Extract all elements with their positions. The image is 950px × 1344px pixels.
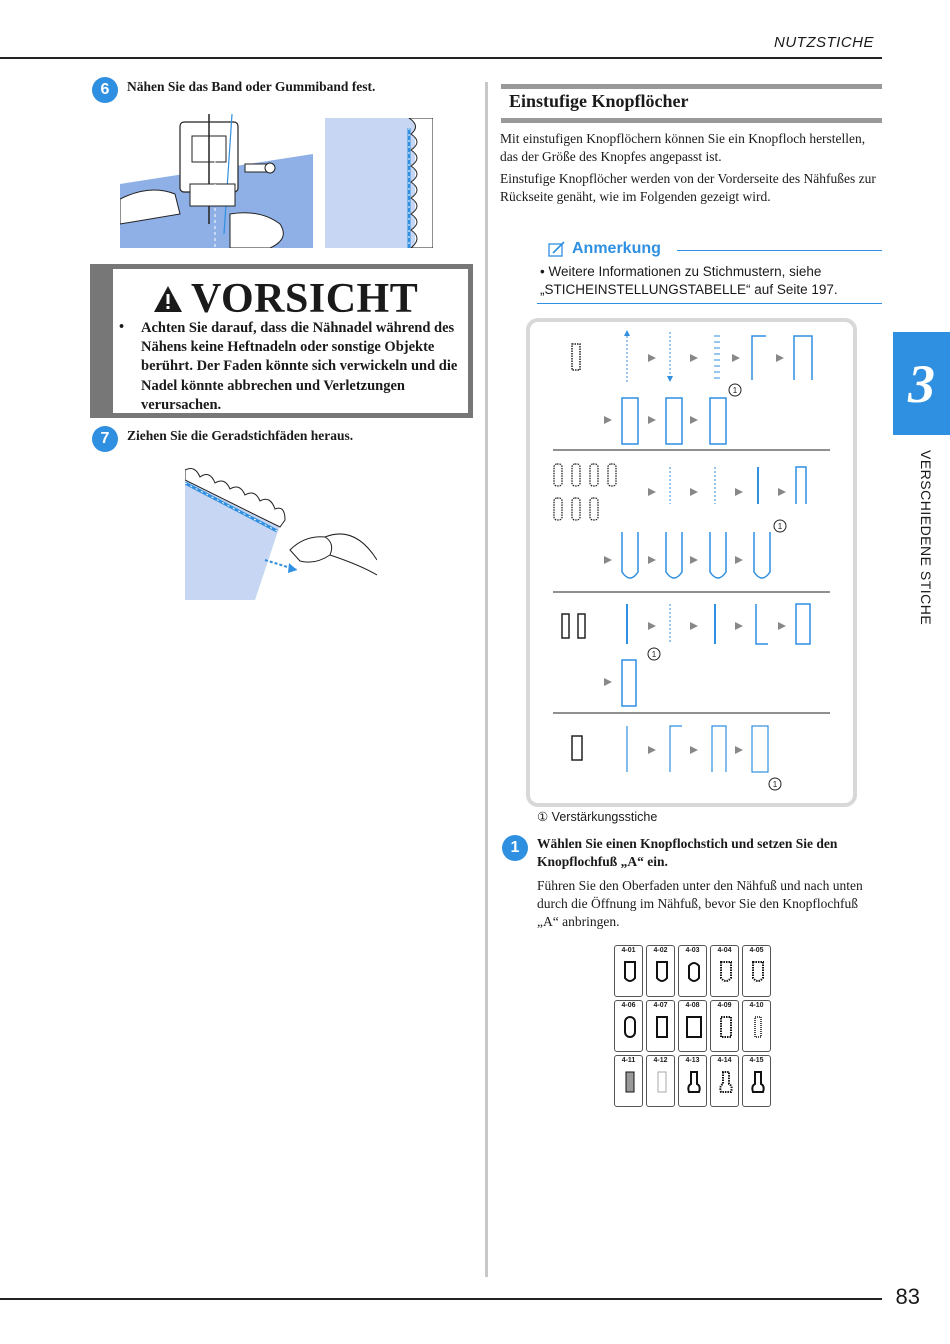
pull-threads-illustration [185,465,377,600]
caution-bullet: • [119,319,125,335]
stitch-code: 4-12 [653,1057,668,1064]
buttonhole-shape-icon [622,1070,638,1094]
buttonhole-sequence-diagram [526,318,857,807]
chapter-tab: 3 [893,332,950,435]
stitch-option-4-13 [678,1055,707,1107]
buttonhole-shape-icon [718,960,734,984]
stitch-option-4-10 [742,1000,771,1052]
stitch-code: 4-07 [653,1002,668,1009]
chapter-side-label: VERSCHIEDENE STICHE [918,450,934,626]
buttonhole-shape-icon [686,1070,702,1094]
stitch-option-4-07 [646,1000,675,1052]
stitch-option-4-06 [614,1000,643,1052]
stitch-code: 4-08 [685,1002,700,1009]
stitch-code: 4-13 [685,1057,700,1064]
section-title: Einstufige Knopflöcher [509,91,689,111]
stitch-option-4-03 [678,945,707,997]
stitch-option-4-01 [614,945,643,997]
stitch-option-4-15 [742,1055,771,1107]
page-number: 83 [895,1284,920,1309]
section-bar-top [501,84,882,89]
note-title: Anmerkung [572,240,661,257]
step-7-text: Ziehen Sie die Geradstichfäden heraus. [127,428,354,443]
header-rule [0,57,882,59]
buttonhole-shape-icon [750,1015,766,1039]
step-6-text: Nähen Sie das Band oder Gummiband fest. [127,79,376,94]
stitch-option-4-11 [614,1055,643,1107]
step-1-badge: 1 [502,835,528,861]
stitch-option-4-08 [678,1000,707,1052]
caution-title: VORSICHT [191,276,419,322]
stitch-code: 4-14 [717,1057,732,1064]
buttonhole-shape-icon [654,1015,670,1039]
diagram-footnote: ① Verstärkungsstiche [537,810,658,824]
stitch-code: 4-10 [749,1002,764,1009]
step-1-title: Wählen Sie einen Knopflochstich und setzen Sie den Knopflochfuß „A“ ein. [537,836,838,869]
caution-text: Achten Sie darauf, dass die Nähnadel während des Nähens keine Heftnadeln oder sonstige Objekte berührt. Der Faden könnte sich verwickeln und die Nadel könnte abbrechen und Verletzungen verursachen. [141,320,458,413]
svg-text:1: 1 [772,780,778,789]
stitch-code: 4-09 [717,1002,732,1009]
column-divider [485,82,488,1277]
stitch-code: 4-03 [685,947,700,954]
buttonhole-shape-icon [622,960,638,984]
stitch-option-4-05 [742,945,771,997]
svg-text:1: 1 [777,522,783,531]
stitch-option-4-02 [646,945,675,997]
stitch-code: 4-06 [621,1002,636,1009]
intro-paragraph-2: Einstufige Knopflöcher werden von der Vorderseite des Nähfußes zur Rückseite genäht, wie im Folgenden gezeigt wird. [500,171,876,204]
buttonhole-shape-icon [750,960,766,984]
stitch-code: 4-01 [621,947,636,954]
stitch-code: 4-15 [749,1057,764,1064]
note-rule-bottom [537,303,882,304]
buttonhole-shape-icon [654,1070,670,1094]
stitch-option-4-09 [710,1000,739,1052]
buttonhole-shape-icon [622,1015,638,1039]
buttonhole-shape-icon [686,960,702,984]
stitch-option-4-04 [710,945,739,997]
stitch-selection-grid [614,945,770,1111]
caution-heading [153,275,418,323]
warning-triangle-icon [153,285,183,313]
stitch-code: 4-02 [653,947,668,954]
buttonhole-shape-icon [718,1015,734,1039]
stitch-code: 4-04 [717,947,732,954]
running-header: NUTZSTICHE [774,34,874,51]
step-7-badge: 7 [92,426,118,452]
intro-paragraph-1: Mit einstufigen Knopflöchern können Sie ein Knopfloch herstellen, das der Größe des Knopfes angepasst ist. [500,131,866,164]
buttonhole-shape-icon [718,1070,734,1094]
section-bar-bottom [501,118,882,123]
stitch-code: 4-11 [621,1057,636,1064]
fabric-elastic-illustration [325,118,433,248]
buttonhole-sequences [530,322,853,803]
buttonhole-shape-icon [750,1070,766,1094]
step-1-text: Führen Sie den Oberfaden unter den Nähfuß und nach unten durch die Öffnung im Nähfuß, bevor Sie den Knopflochfuß „A“ anbringen. [537,878,863,929]
note-heading [548,240,661,258]
sewing-foot-illustration [120,114,313,248]
footer-rule [0,1298,882,1300]
stitch-option-4-12 [646,1055,675,1107]
stitch-option-4-14 [710,1055,739,1107]
svg-text:1: 1 [651,650,657,659]
note-text: • Weitere Informationen zu Stichmustern, siehe „STICHEINSTELLUNGSTABELLE“ auf Seite 197. [540,264,838,297]
buttonhole-shape-icon [654,960,670,984]
step-6-badge: 6 [92,77,118,103]
note-rule-top [677,250,882,251]
stitch-code: 4-05 [749,947,764,954]
reinforcement-marker: 1 [732,386,738,395]
note-pencil-icon [548,241,566,257]
caution-box [90,264,473,418]
buttonhole-shape-icon [686,1015,702,1039]
